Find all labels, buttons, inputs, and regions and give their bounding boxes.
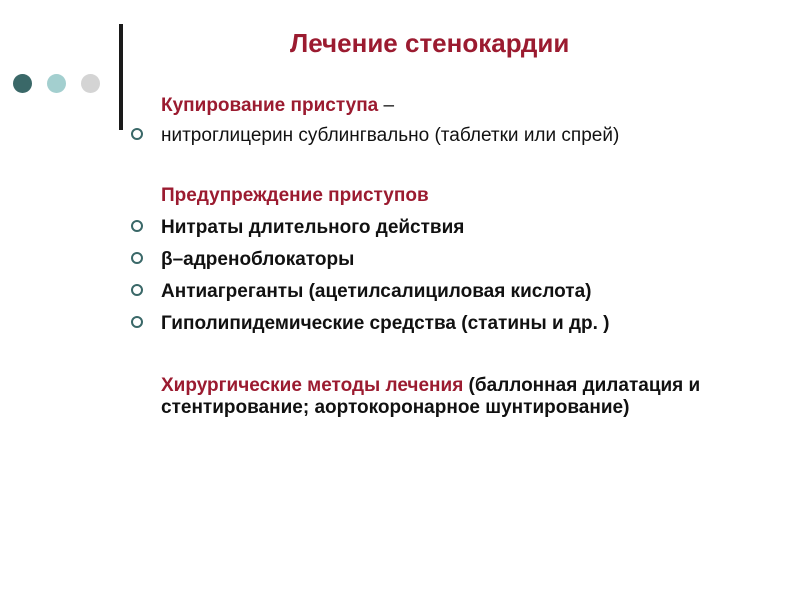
heading-relief-text: Купирование приступа [161,95,379,116]
section-heading-prevention: Предупреждение приступов [161,185,429,206]
list-item-beta-blockers: β–адреноблокаторы [161,249,355,270]
bullet-ring-icon [131,252,143,264]
bullet-ring-icon [131,128,143,140]
decor-dot-light-icon [47,74,66,93]
slide-title: Лечение стенокардии [290,28,570,58]
decor-dot-gray-icon [81,74,100,93]
bullet-ring-icon [131,220,143,232]
bullet-ring-icon [131,284,143,296]
list-item-lipid-lowering: Гиполипидемические средства (статины и др. ) [161,313,610,334]
surgical-text: (баллонная дилатация и стентирование; аортокоронарное шунтирование) [161,375,701,418]
section-surgical [161,375,741,419]
list-item-nitroglycerin: нитроглицерин сублингвально (таблетки или спрей) [161,125,620,146]
decor-vertical-line [119,24,123,130]
decor-dot-dark-icon [13,74,32,93]
list-item-nitrates: Нитраты длительного действия [161,217,465,238]
heading-relief-dash: – [378,95,395,116]
heading-surgical: Хирургические методы лечения [161,375,464,396]
section-heading-relief [161,95,394,117]
list-item-antiplatelets: Антиагреганты (ацетилсалициловая кислота) [161,281,592,302]
bullet-ring-icon [131,316,143,328]
